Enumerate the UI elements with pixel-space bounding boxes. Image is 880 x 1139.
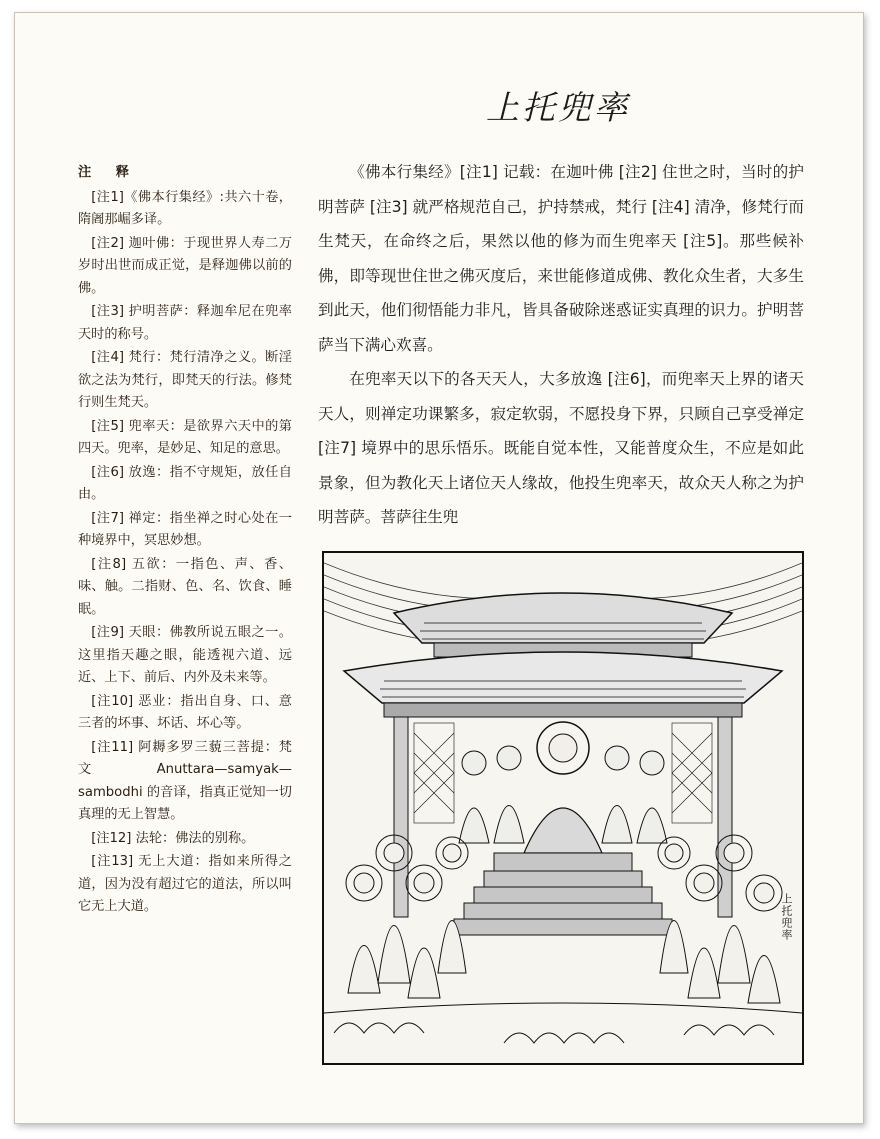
- body-paragraph: 《佛本行集经》[注1] 记载：在迦叶佛 [注2] 住世之时，当时的护明菩萨 [注3] 就严格规范自己，护持禁戒，梵行 [注4] 清净，修梵行而生梵天，在命终之后，果然以他的修为而生兜率天 [注5]。那些候补佛，即等现世住世之佛灭度后，来世能修道成佛、教化众生者，大多生到此天，他们彻悟能力非凡，皆具备破除迷惑证实真理的识力。护明菩萨当下满心欢喜。: [318, 163, 804, 354]
- note-item: [注8] 五欲：一指色、声、香、味、触。二指财、色、名、饮食、睡眠。: [78, 556, 292, 617]
- note-item: [注1]《佛本行集经》:共六十卷，隋阇那崛多译。: [78, 189, 292, 227]
- upper-roof: [394, 593, 732, 643]
- body-text: [318, 155, 804, 535]
- note-item: [注5] 兜率天：是欲界六天中的第四天。兜率，是妙足、知足的意思。: [78, 418, 292, 456]
- illustration-caption: 上托兜率: [780, 893, 793, 941]
- note-item: [注2] 迦叶佛：于现世界人寿二万岁时出世而成正觉，是释迦佛以前的佛。: [78, 235, 292, 296]
- note-item: [注11] 阿耨多罗三藐三菩提：梵文 Anuttara—samyak—sambodhi 的音译，指真正觉知一切真理的无上智慧。: [78, 739, 292, 822]
- page-title: 上托兜率: [486, 88, 630, 127]
- note-item: [注13] 无上大道：指如来所得之道，因为没有超过它的道法，所以叫它无上大道。: [78, 854, 292, 914]
- temple-scene-drawing: [324, 553, 802, 1063]
- woodblock-illustration: [322, 551, 804, 1065]
- note-item: [注10] 恶业：指出自身、口、意三者的坏事、坏话、坏心等。: [78, 693, 292, 731]
- note-item: [注3] 护明菩萨：释迦牟尼在兜率天时的称号。: [78, 304, 292, 342]
- notes-column: [78, 162, 292, 920]
- note-item: [注6] 放逸：指不守规矩，放任自由。: [78, 464, 292, 502]
- lower-roof: [344, 652, 782, 703]
- note-item: [注4] 梵行：梵行清净之义。断淫欲之法为梵行，即梵天的行法。修梵行则生梵天。: [78, 350, 292, 410]
- notes-heading: 注 释: [78, 165, 139, 180]
- note-item: [注9] 天眼：佛教所说五眼之一。这里指天趣之眼，能透视六道、远近、上下、前后、内外及未来等。: [78, 625, 292, 685]
- body-paragraph: 在兜率天以下的各天天人，大多放逸 [注6]，而兜率天上界的诸天天人，则禅定功课繁多，寂定软弱，不愿投身下界，只顾自己享受禅定 [注7] 境界中的思乐悟乐。既能自觉本性，又能普度众生，不应是如此景象，但为教化天上诸位天人缘故，他投生兜率天，故众天人称之为护明菩萨。菩萨往生兜: [318, 370, 804, 526]
- note-item: [注12] 法轮：佛法的别称。: [91, 830, 255, 846]
- note-item: [注7] 禅定：指坐禅之时心处在一种境界中，冥思妙想。: [78, 510, 292, 548]
